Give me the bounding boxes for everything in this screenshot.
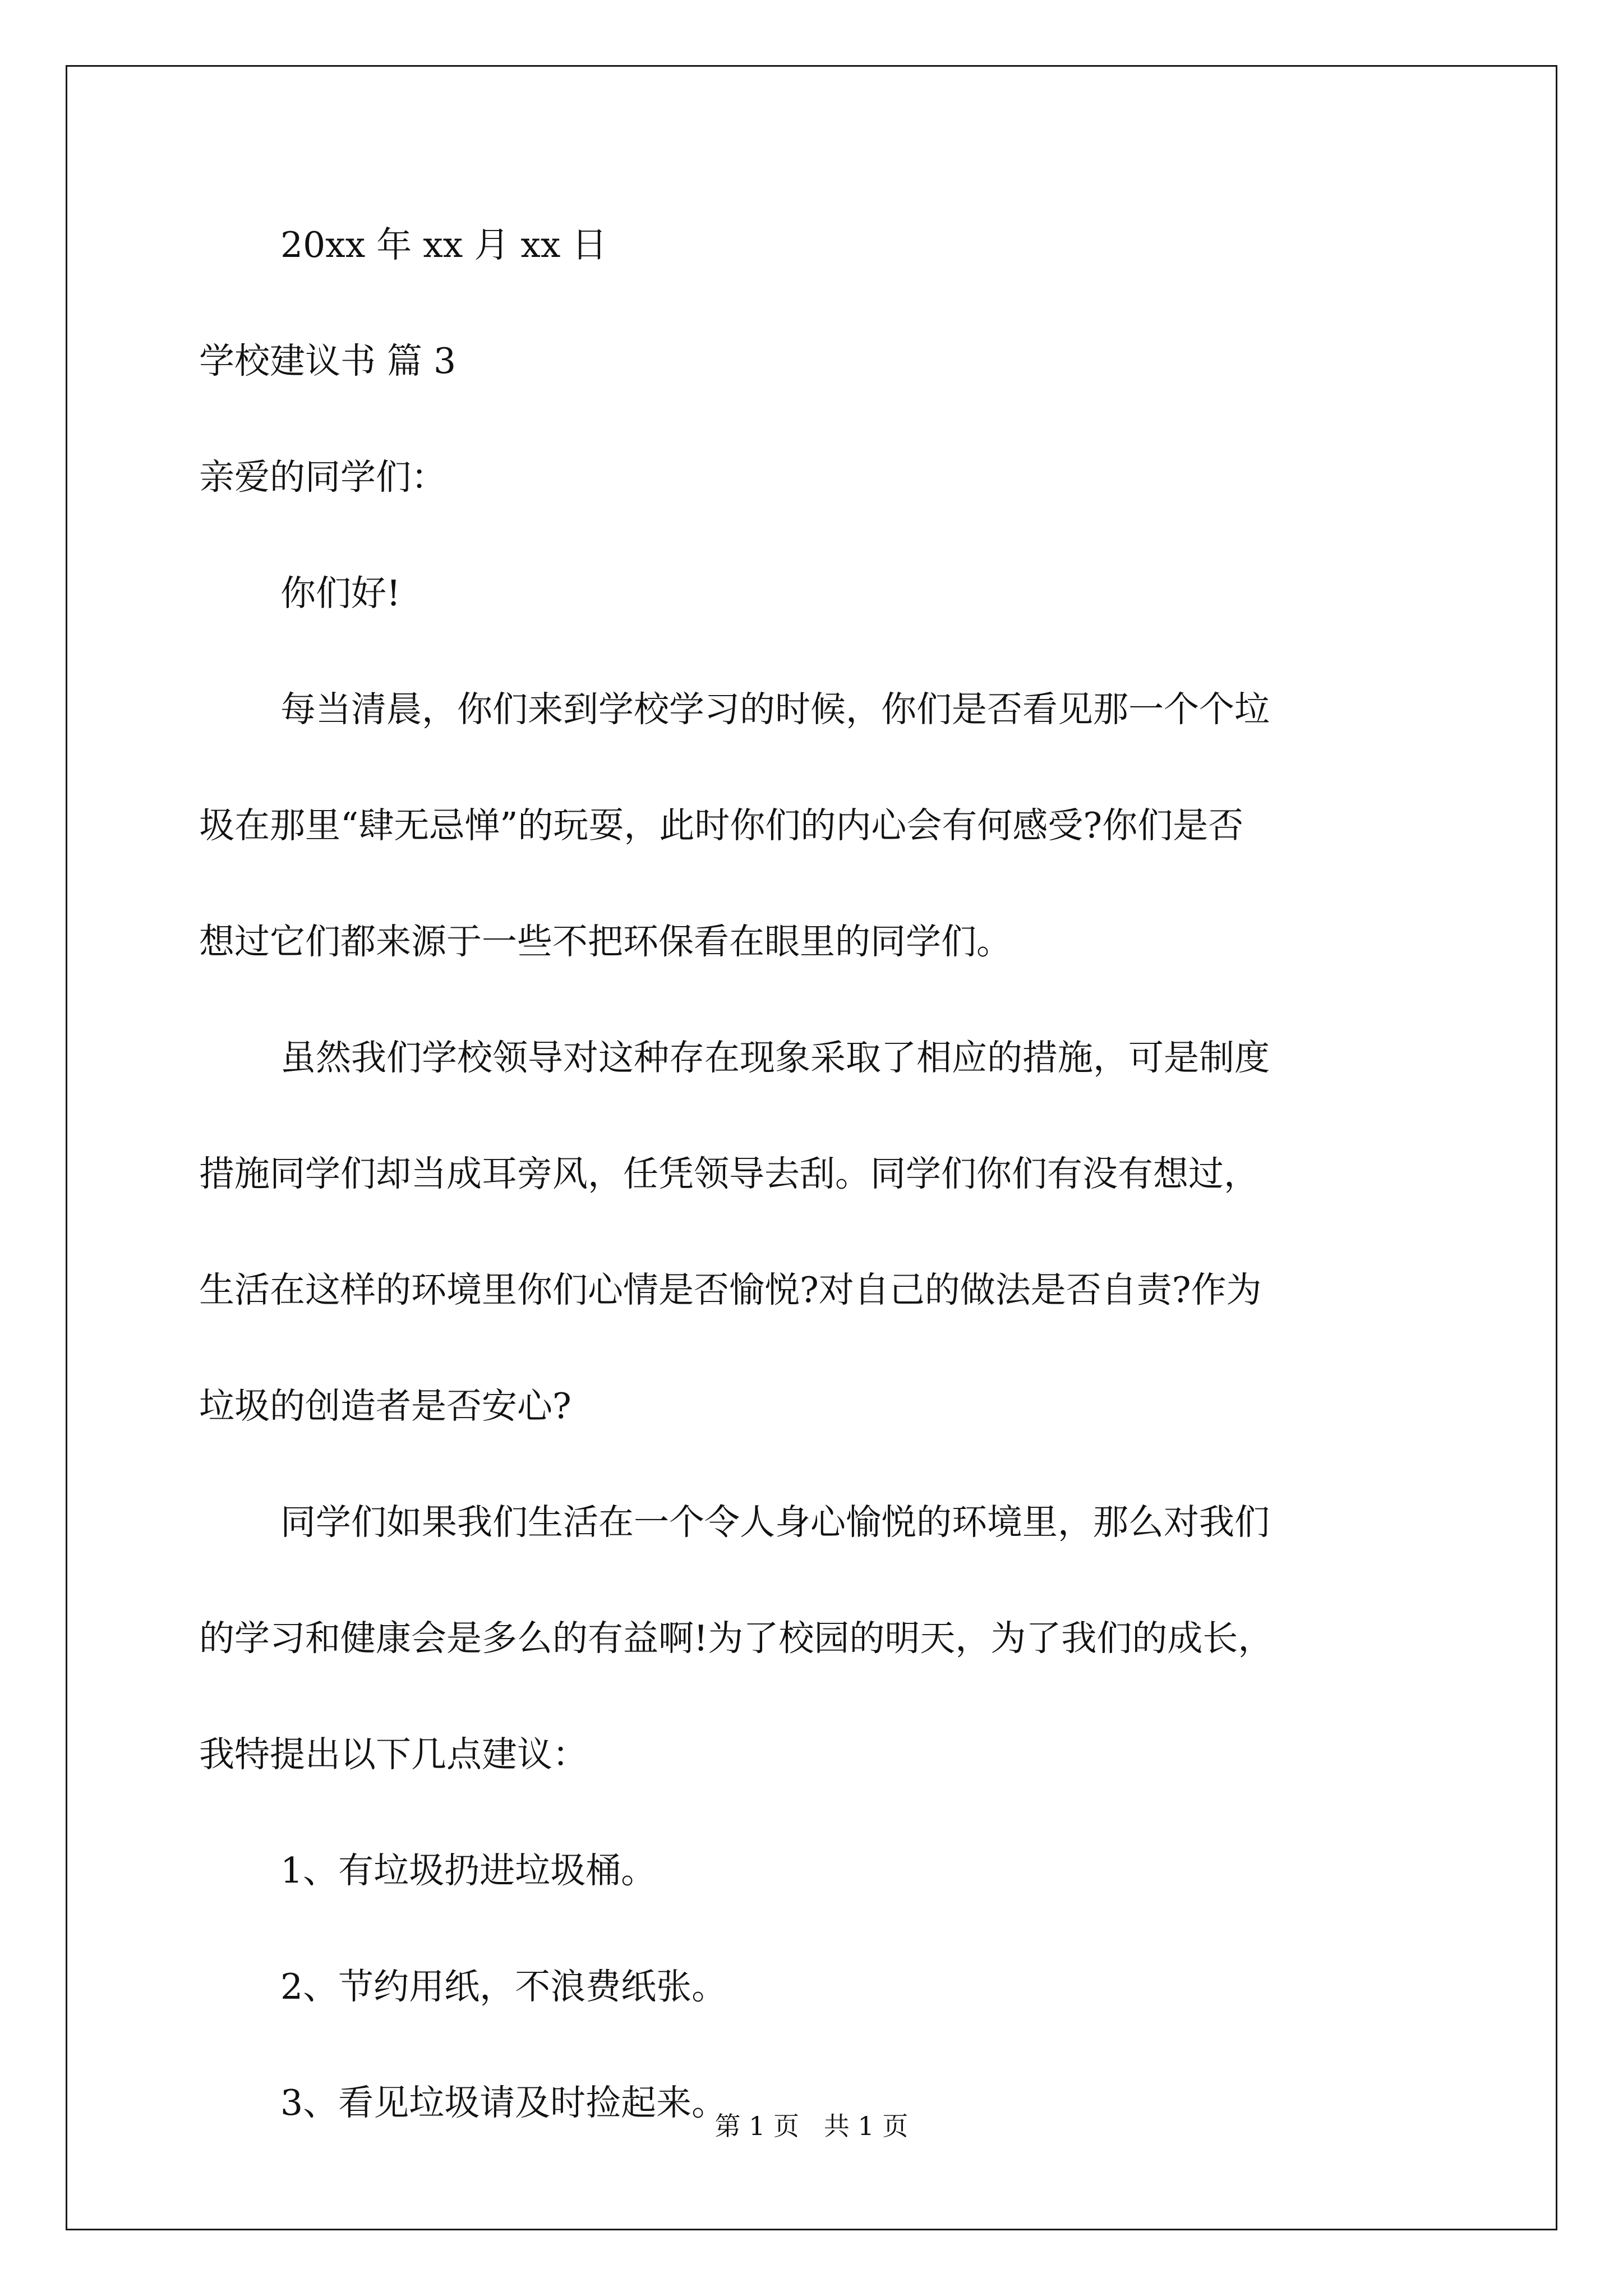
paragraph-3-line-2: 的学习和健康会是多么的有益啊!为了校园的明天，为了我们的成长， (199, 1618, 1274, 1659)
paragraph-1-line-2: 圾在那里“肆无忌惮”的玩耍，此时你们的内心会有何感受?你们是否 (199, 805, 1244, 846)
paragraph-1-line-3: 想过它们都来源于一些不把环保看在眼里的同学们。 (199, 921, 1012, 962)
date-line: 20xx 年 xx 月 xx 日 (280, 224, 607, 265)
document-title: 学校建议书 篇 3 (199, 341, 457, 381)
suggestion-item-3: 3、看见垃圾请及时捡起来。 (280, 2082, 727, 2123)
paragraph-3-line-3: 我特提出以下几点建议： (199, 1734, 588, 1775)
paragraph-2-line-3: 生活在这样的环境里你们心情是否愉悦?对自己的做法是否自责?作为 (199, 1269, 1262, 1310)
paragraph-3-line-1: 同学们如果我们生活在一个令人身心愉悦的环境里，那么对我们 (280, 1502, 1270, 1543)
paragraph-2-line-4: 垃圾的创造者是否安心? (199, 1386, 571, 1427)
paragraph-2-line-1: 虽然我们学校领导对这种存在现象采取了相应的措施，可是制度 (280, 1037, 1270, 1078)
suggestion-item-2: 2、节约用纸，不浪费纸张。 (280, 1966, 727, 2007)
greeting: 你们好! (280, 573, 401, 614)
paragraph-2-line-2: 措施同学们却当成耳旁风，任凭领导去刮。同学们你们有没有想过， (199, 1153, 1259, 1194)
salutation: 亲爱的同学们： (199, 457, 446, 498)
paragraph-1-line-1: 每当清晨，你们来到学校学习的时候，你们是否看见那一个个垃 (280, 689, 1270, 730)
suggestion-item-1: 1、有垃圾扔进垃圾桶。 (280, 1850, 657, 1891)
page-footer (0, 2109, 1623, 2143)
page-number-label: 第 1 页 共 1 页 (714, 2111, 909, 2141)
